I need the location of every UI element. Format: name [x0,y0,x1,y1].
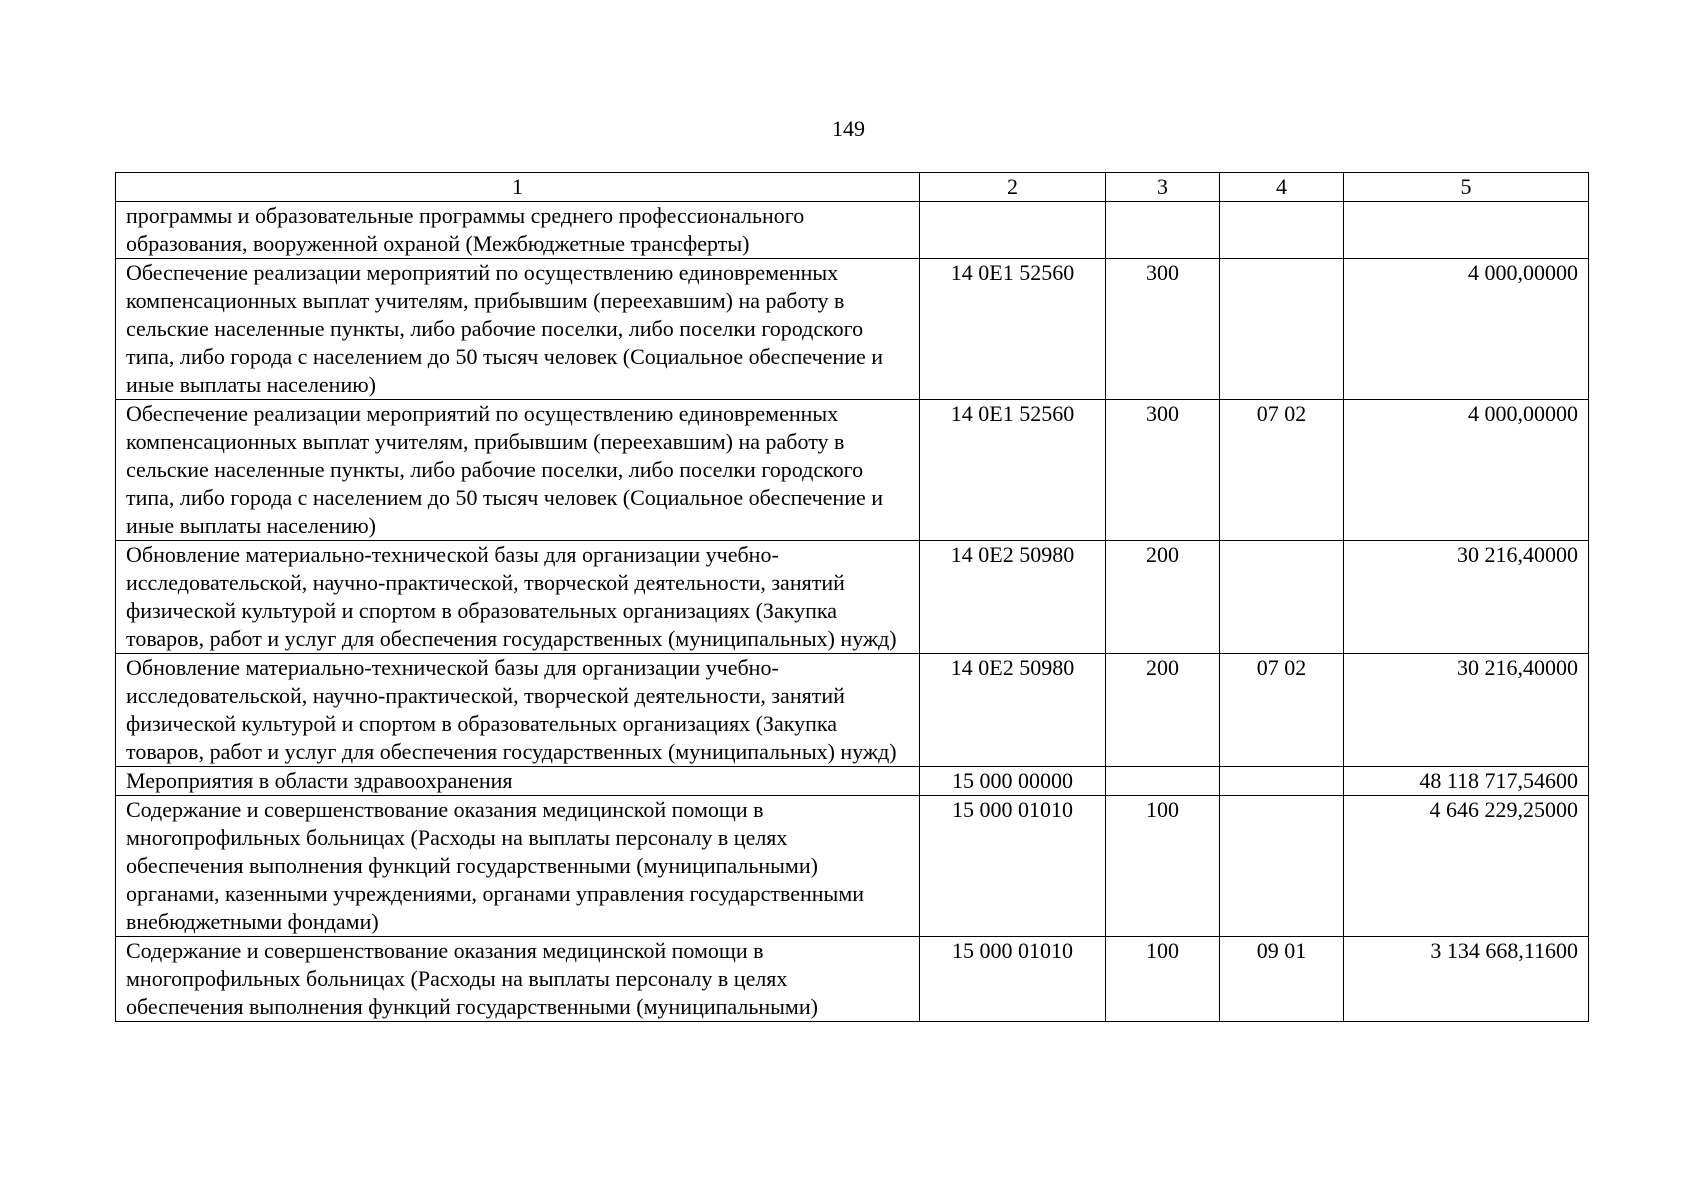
row-amount: 4 000,00000 [1344,259,1589,400]
row-amount: 30 216,40000 [1344,654,1589,767]
row-code: 14 0Е1 52560 [920,400,1106,541]
table-row [116,654,1589,767]
row-code: 15 000 00000 [920,767,1106,796]
row-amount [1344,202,1589,259]
header-cell-2: 2 [920,173,1106,202]
row-section: 09 01 [1220,937,1344,1022]
row-section [1220,259,1344,400]
row-code: 15 000 01010 [920,937,1106,1022]
header-cell-4: 4 [1220,173,1344,202]
row-name: Мероприятия в области здравоохранения [116,767,920,796]
table-row [116,796,1589,937]
row-section: 07 02 [1220,400,1344,541]
row-amount: 4 646 229,25000 [1344,796,1589,937]
row-name: Обеспечение реализации мероприятий по осуществлению единовременных компенсационных выплат учителям, прибывшим (переехавшим) на работу в сельские населенные пункты, либо рабочие поселки, либо поселки городского типа, либо города с населением до 50 тысяч человек (Социальное обеспечение и иные выплаты населению) [116,400,920,541]
table-row [116,202,1589,259]
row-section [1220,767,1344,796]
table-row [116,767,1589,796]
row-type: 300 [1106,259,1220,400]
row-type [1106,767,1220,796]
header-row [116,173,1589,202]
row-section: 07 02 [1220,654,1344,767]
row-name: Обеспечение реализации мероприятий по осуществлению единовременных компенсационных выплат учителям, прибывшим (переехавшим) на работу в сельские населенные пункты, либо рабочие поселки, либо поселки городского типа, либо города с населением до 50 тысяч человек (Социальное обеспечение и иные выплаты населению) [116,259,920,400]
row-name: Обновление материально-технической базы для организации учебно-исследовательской, научно-практической, творческой деятельности, занятий физической культурой и спортом в образовательных организациях (Закупка товаров, работ и услуг для обеспечения государственных (муниципальных) нужд) [116,654,920,767]
table-row [116,259,1589,400]
row-amount: 30 216,40000 [1344,541,1589,654]
row-amount: 48 118 717,54600 [1344,767,1589,796]
row-code: 14 0Е1 52560 [920,259,1106,400]
row-code [920,202,1106,259]
row-type: 300 [1106,400,1220,541]
header-cell-3: 3 [1106,173,1220,202]
table-row [116,541,1589,654]
page-number: 149 [832,116,865,141]
row-code: 15 000 01010 [920,796,1106,937]
row-type: 100 [1106,796,1220,937]
row-code: 14 0Е2 50980 [920,541,1106,654]
table-row [116,400,1589,541]
budget-table [115,172,1589,1022]
row-type [1106,202,1220,259]
row-name: программы и образовательные программы среднего профессионального образования, вооруженной охраной (Межбюджетные трансферты) [116,202,920,259]
table-row [116,937,1589,1022]
row-name: Обновление материально-технической базы для организации учебно-исследовательской, научно-практической, творческой деятельности, занятий физической культурой и спортом в образовательных организациях (Закупка товаров, работ и услуг для обеспечения государственных (муниципальных) нужд) [116,541,920,654]
row-type: 100 [1106,937,1220,1022]
row-type: 200 [1106,654,1220,767]
row-name: Содержание и совершенствование оказания медицинской помощи в многопрофильных больницах (Расходы на выплаты персоналу в целях обеспечения выполнения функций государственными (муниципальными) органами, казенными учреждениями, органами управления государственными внебюджетными фондами) [116,796,920,937]
row-section [1220,202,1344,259]
header-cell-5: 5 [1344,173,1589,202]
row-amount: 3 134 668,11600 [1344,937,1589,1022]
row-section [1220,541,1344,654]
row-section [1220,796,1344,937]
header-cell-1: 1 [116,173,920,202]
row-name: Содержание и совершенствование оказания медицинской помощи в многопрофильных больницах (Расходы на выплаты персоналу в целях обеспечения выполнения функций государственными (муниципальными) [116,937,920,1022]
row-amount: 4 000,00000 [1344,400,1589,541]
row-code: 14 0Е2 50980 [920,654,1106,767]
row-type: 200 [1106,541,1220,654]
